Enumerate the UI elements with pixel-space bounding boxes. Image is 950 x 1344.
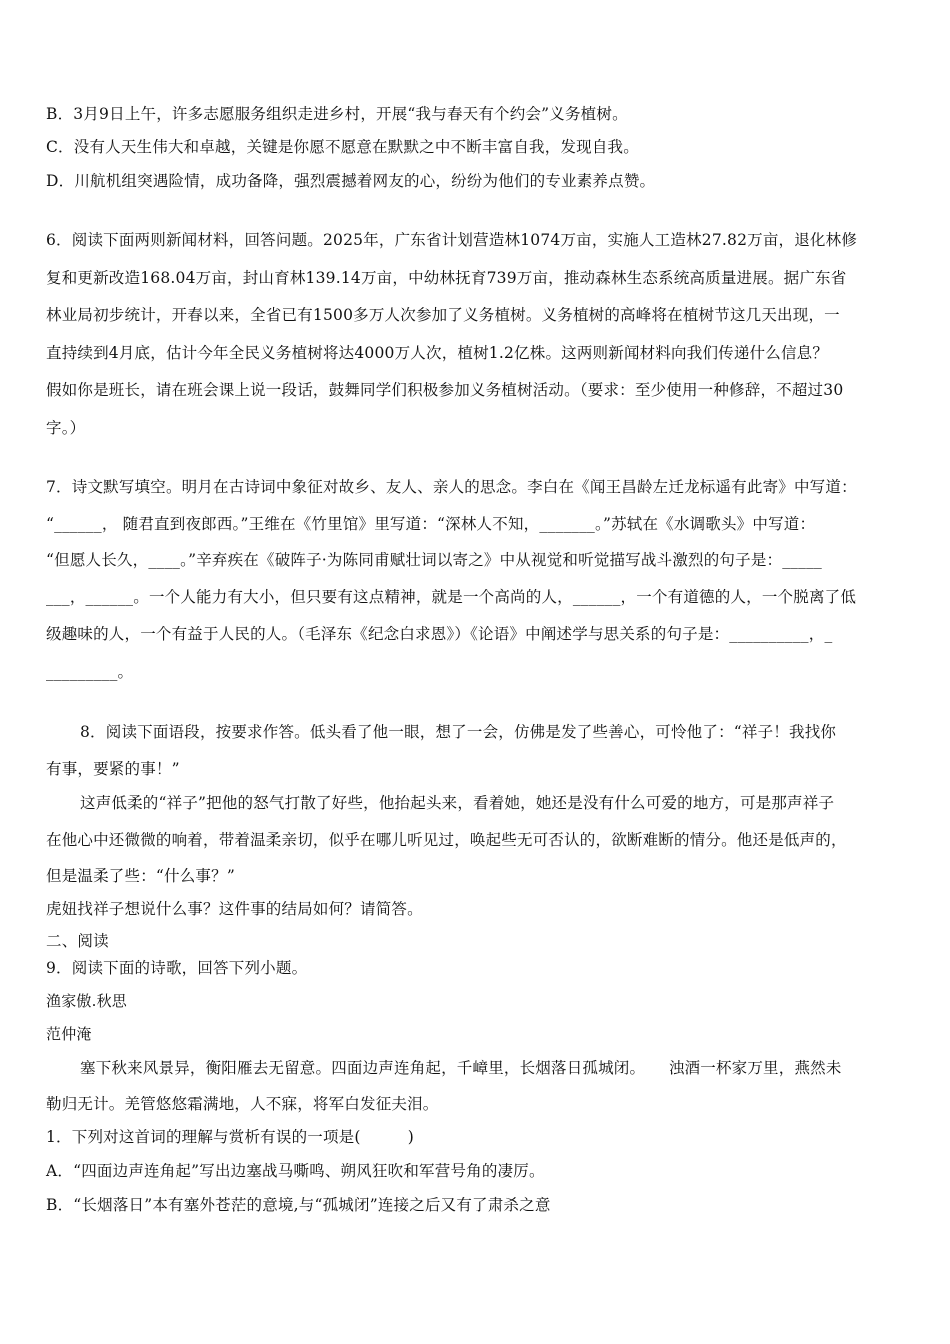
q8-question: 虎妞找祥子想说什么事？这件事的结局如何？请简答。 [46,900,423,918]
q7-line: _________。 [46,663,134,681]
q8-line: 8．阅读下面语段，按要求作答。低头看了他一眼，想了一会，仿佛是发了些善心，可怜他了：“祥子！我找你 [80,723,837,741]
q8-line: 这声低柔的“祥子”把他的怒气打散了好些，他抬起头来，看着她，她还是没有什么可爱的地方，可是那声祥子 [80,794,835,812]
q9-option-a: A．“四面边声连角起”写出边塞战马嘶鸣、朔风狂吹和军营号角的凄厉。 [46,1162,545,1180]
q8-line: 有事，要紧的事！” [46,760,180,778]
q6-line: 字。） [46,419,86,437]
poem-line: 勒归无计。羌管悠悠霜满地，人不寐，将军白发征夫泪。 [46,1095,439,1113]
q9-option-b: B．“长烟落日”本有塞外苍茫的意境,与“孤城闭”连接之后又有了肃杀之意 [46,1196,551,1214]
q6-line: 直持续到4月底，估计今年全民义务植树将达4000万人次，植树1.2亿株。这两则新闻材料向我们传递什么信息？ [46,344,829,362]
q5-option-c: C．没有人天生伟大和卓越，关键是你愿不愿意在默默之中不断丰富自我，发现自我。 [46,138,639,156]
q6-line: 复和更新改造168.04万亩，封山育林139.14万亩，中幼林抚育739万亩，推动森林生态系统高质量进展。据广东省 [46,269,847,287]
q9-intro: 9．阅读下面的诗歌，回答下列小题。 [46,959,308,977]
q5-option-d: D．川航机组突遇险情，成功备降，强烈震撼着网友的心，纷纷为他们的专业素养点赞。 [46,172,656,190]
q6-line: 林业局初步统计，开春以来，全省已有1500多万人次参加了义务植树。义务植树的高峰将在植树节这几天出现，一 [46,306,840,324]
q9-sub-question: 1．下列对这首词的理解与赏析有误的一项是( ) [46,1128,414,1146]
poem-title: 渔家傲.秋思 [46,992,127,1010]
q7-line: 7．诗文默写填空。明月在古诗词中象征对故乡、友人、亲人的思念。李白在《闻王昌龄左迁龙标遥有此寄》中写道： [46,478,857,496]
q5-option-b: B．3月9日上午，许多志愿服务组织走进乡村，开展“我与春天有个约会”义务植树。 [46,105,628,123]
section-title: 二、阅读 [46,932,109,950]
q7-line: ___，______。一个人能力有大小，但只要有这点精神，就是一个高尚的人，______，一个有道德的人，一个脱离了低 [46,588,857,606]
q7-line: “但愿人长久，____。”辛弃疾在《破阵子·为陈同甫赋壮词以寄之》中从视觉和听觉描写战斗激烈的句子是：_____ [46,551,822,569]
q8-line: 但是温柔了些：“什么事？” [46,867,235,885]
poem-author: 范仲淹 [46,1025,92,1043]
q6-line: 6．阅读下面两则新闻材料，回答问题。2025年，广东省计划营造林1074万亩，实施人工造林27.82万亩，退化林修 [46,231,858,249]
q6-line: 假如你是班长，请在班会课上说一段话，鼓舞同学们积极参加义务植树活动。（要求：至少使用一种修辞，不超过30 [46,381,844,399]
q7-line: 级趣味的人，一个有益于人民的人。（毛泽东《纪念白求恩》）《论语》中阐述学与思关系的句子是：__________，_ [46,625,833,643]
poem-line: 塞下秋来风景异，衡阳雁去无留意。四面边声连角起，千嶂里，长烟落日孤城闭。 浊酒一杯家万里，燕然未 [80,1059,842,1077]
q7-line: “______， 随君直到夜郎西。”王维在《竹里馆》里写道：“深林人不知，_______。”苏轼在《水调歌头》中写道： [46,515,816,533]
q8-line: 在他心中还微微的响着，带着温柔亲切，似乎在哪儿听见过，唤起些无可否认的，欲断难断的情分。他还是低声的， [46,831,847,849]
